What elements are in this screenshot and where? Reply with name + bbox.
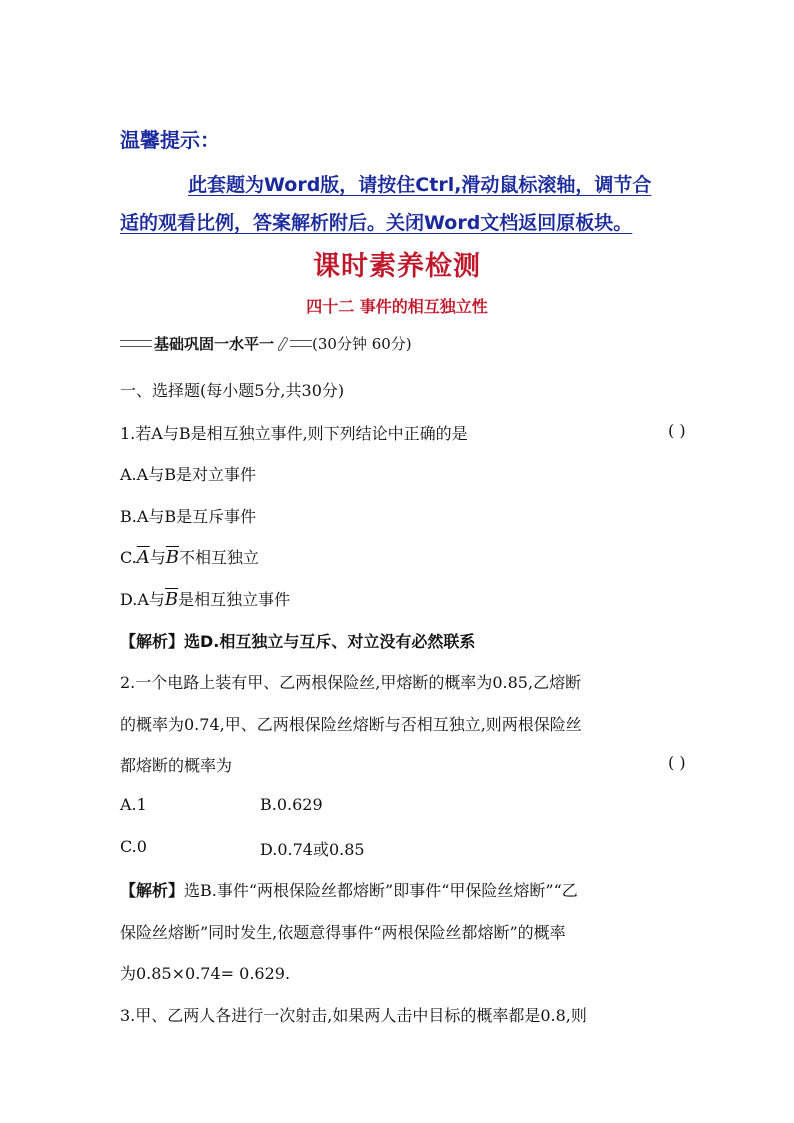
sub-title: 四十二 事件的相互独立性 [306, 297, 488, 316]
b-complement: $\overline{B}$ [165, 547, 180, 568]
b-complement: $\overline{B}$ [164, 589, 179, 610]
q2-answer-line-2: 保险丝熔断”同时发生,依题意得事件“两根保险丝都熔断”的概率 [120, 923, 566, 942]
main-title: 课时素养检测 [313, 251, 481, 282]
tip-line-1: 此套题为Word版，请按住Ctrl,滑动鼠标滚轴，调节合 [188, 174, 652, 196]
q1-option-c: $C.\overline{A}$与$\overline{B}$不相互独立 [120, 547, 260, 568]
q1-answer-blank: ( ) [668, 421, 686, 440]
tip-title: 温馨提示： [120, 128, 220, 152]
q1-stem: 1.若A与B是相互独立事件,则下列结论中正确的是 [120, 424, 468, 443]
q2-answer-line-3: 为0.85×0.74= 0.629. [120, 964, 291, 983]
tip-line-2: 适的观看比例，答案解析附后。关闭Word文档返回原板块。 [120, 212, 633, 234]
a-complement: $\overline{A}$ [136, 547, 150, 568]
q1-option-d: D.A与$\overline{B}$是相互独立事件 [120, 589, 291, 610]
part-heading: 一、选择题(每小题5分,共30分) [120, 381, 345, 400]
q2-option-d: D.0.74或0.85 [260, 840, 365, 859]
q2-option-b: B.0.629 [260, 795, 323, 814]
answer-tag: 【解析】 [120, 881, 185, 900]
q2-answer-blank: ( ) [668, 753, 686, 772]
pencil-icon [278, 337, 288, 351]
q2-option-c: C.0 [120, 837, 147, 856]
section-label: 基础巩固一水平一 [154, 335, 275, 353]
section-time: (30分钟 60分) [312, 335, 412, 353]
double-rule-left [120, 340, 152, 347]
q2-line-3: 都熔断的概率为 [120, 756, 233, 775]
answer-tag: 【解析】 [120, 632, 185, 651]
q1-option-b: B.A与B是互斥事件 [120, 507, 257, 526]
q2-answer-line-1: 【解析】选B.事件“两根保险丝都熔断”即事件“甲保险丝熔断”“乙 [120, 881, 578, 900]
q1-option-a: A.A与B是对立事件 [120, 465, 256, 484]
q2-line-1: 2.一个电路上装有甲、乙两根保险丝,甲熔断的概率为0.85,乙熔断 [120, 673, 582, 692]
q2-option-a: A.1 [120, 795, 147, 814]
double-rule-right [290, 340, 312, 347]
section-header [120, 333, 412, 354]
q3-line-1: 3.甲、乙两人各进行一次射击,如果两人击中目标的概率都是0.8,则 [120, 1006, 587, 1025]
q1-answer: 【解析】选D.相互独立与互斥、对立没有必然联系 [120, 632, 476, 651]
q2-line-2: 的概率为0.74,甲、乙两根保险丝熔断与否相互独立,则两根保险丝 [120, 715, 582, 734]
